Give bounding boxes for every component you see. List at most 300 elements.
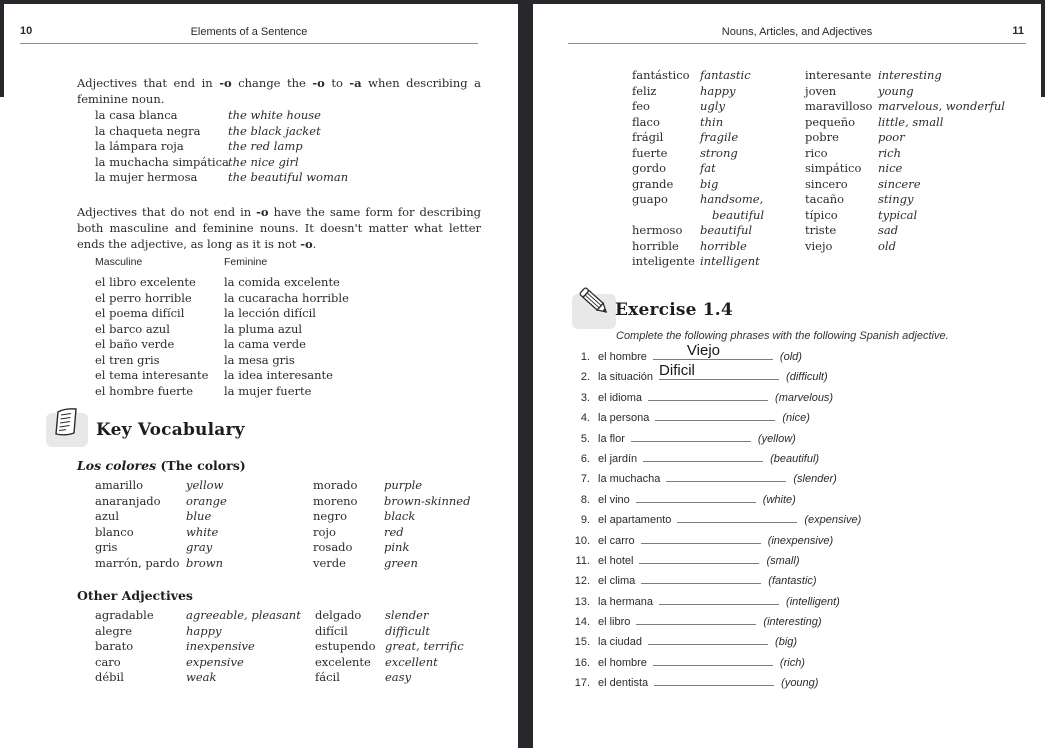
spanish-word: gris xyxy=(95,540,118,554)
item-number: 15. xyxy=(574,636,590,649)
viewer-frame-right xyxy=(1041,0,1045,97)
colors-subheading: Los colores (The colors) xyxy=(77,458,246,473)
item-hint: (expensive) xyxy=(804,514,862,527)
english-word: difficult xyxy=(385,623,431,638)
chapter-title: Elements of a Sentence xyxy=(190,26,308,38)
item-number: 9. xyxy=(580,514,590,527)
english-word: nice xyxy=(878,161,903,175)
exercise-item xyxy=(568,451,1026,471)
answer-blank-field[interactable] xyxy=(653,342,773,360)
english-word: stingy xyxy=(878,192,914,206)
english-word: inexpensive xyxy=(186,639,255,653)
vocab-row xyxy=(313,556,470,572)
spanish-phrase: la lámpara roja xyxy=(95,139,184,153)
running-head xyxy=(20,22,478,44)
feminine-phrase: la cucaracha horrible xyxy=(224,290,349,305)
exercise-item xyxy=(568,675,1026,695)
exercise-item xyxy=(568,573,1026,593)
vocab-row xyxy=(313,494,470,510)
english-translation: the red lamp xyxy=(228,139,303,153)
other-adjectives-subheading: Other Adjectives xyxy=(77,588,193,603)
item-phrase: la persona xyxy=(598,412,650,425)
item-hint: (small) xyxy=(766,554,800,567)
vocab-row xyxy=(95,540,227,556)
exercise-item xyxy=(568,431,1026,451)
english-word: fat xyxy=(700,161,716,175)
vocab-row xyxy=(313,478,470,494)
item-phrase: la ciudad xyxy=(598,636,643,649)
english-word: black xyxy=(384,509,416,523)
gender-table xyxy=(95,275,349,399)
item-hint: (fantastic) xyxy=(768,575,817,588)
gender-table-row xyxy=(95,275,349,291)
feminine-column-header: Feminine xyxy=(224,256,268,268)
item-number: 14. xyxy=(574,616,590,629)
english-word: rich xyxy=(878,145,902,160)
english-word: young xyxy=(878,83,914,98)
spanish-word: rojo xyxy=(313,524,336,539)
feminine-phrase: la pluma azul xyxy=(224,321,303,336)
english-translation: the white house xyxy=(228,108,321,122)
item-number: 2. xyxy=(580,371,590,384)
spanish-word: joven xyxy=(805,83,837,98)
english-word: marvelous, wonderful xyxy=(878,99,1005,113)
example-list xyxy=(95,108,348,186)
spanish-word: fácil xyxy=(315,670,340,684)
item-number: 13. xyxy=(574,595,590,608)
exercise-item xyxy=(568,614,1026,634)
page-right xyxy=(568,20,1026,730)
vocab-row xyxy=(95,608,301,624)
english-word: purple xyxy=(384,478,423,492)
english-word: weak xyxy=(186,670,217,684)
spanish-word: interesante xyxy=(805,68,872,82)
vocab-row xyxy=(315,655,464,671)
spanish-word: tacaño xyxy=(805,192,845,206)
exercise-item xyxy=(568,655,1026,675)
english-word: expensive xyxy=(186,654,244,669)
spanish-word: azul xyxy=(95,509,119,523)
item-number: 17. xyxy=(574,677,590,690)
spanish-word: barato xyxy=(95,639,134,653)
english-word: happy xyxy=(700,83,736,98)
vocab-row xyxy=(315,608,464,624)
spanish-word: amarillo xyxy=(95,478,144,492)
chapter-title: Nouns, Articles, and Adjectives xyxy=(721,26,873,38)
exercise-item xyxy=(568,390,1026,410)
gender-table-row xyxy=(95,384,349,400)
english-word: interesting xyxy=(878,68,942,82)
item-phrase: el idioma xyxy=(598,391,643,404)
spanish-word: inteligente xyxy=(632,254,695,268)
vocab-row xyxy=(805,130,1005,146)
spanish-word: estupendo xyxy=(315,639,376,653)
item-number: 3. xyxy=(580,391,590,404)
english-word: typical xyxy=(878,207,918,222)
spanish-word: agradable xyxy=(95,608,154,622)
exercise-item xyxy=(568,553,1026,573)
vocab-row xyxy=(315,624,464,640)
spanish-word: fuerte xyxy=(632,145,668,160)
vocab-row xyxy=(805,84,1005,100)
gender-table-row xyxy=(95,368,349,384)
adjectives-column-1 xyxy=(632,68,764,270)
example-row xyxy=(95,170,348,186)
exercise-item xyxy=(568,634,1026,654)
vocab-row xyxy=(313,509,470,525)
english-word: green xyxy=(384,555,418,570)
item-phrase: la situación xyxy=(598,371,654,384)
vocab-row xyxy=(805,99,1005,115)
gender-table-row xyxy=(95,322,349,338)
english-word: beautiful xyxy=(700,223,753,237)
example-row xyxy=(95,124,348,140)
english-word: pink xyxy=(384,540,410,554)
answer-blank-field[interactable] xyxy=(643,451,763,462)
spanish-word: feo xyxy=(632,99,650,113)
vocab-row xyxy=(632,254,764,270)
vocab-row xyxy=(632,208,764,224)
spanish-phrase: la muchacha simpática xyxy=(95,154,229,169)
answer-blank-field[interactable] xyxy=(648,634,768,645)
english-word: beautiful xyxy=(712,207,765,222)
vocab-row xyxy=(632,177,764,193)
item-hint: (slender) xyxy=(793,473,837,486)
exercise-item xyxy=(568,410,1026,430)
item-phrase: el hotel xyxy=(598,554,634,567)
vocab-row xyxy=(805,115,1005,131)
vocab-row xyxy=(632,192,764,208)
vocab-row xyxy=(95,525,227,541)
example-row xyxy=(95,155,348,171)
pencil-icon xyxy=(578,281,612,323)
answer-blank-field[interactable] xyxy=(641,533,761,544)
answer-blank-field[interactable] xyxy=(659,362,779,380)
spanish-word: excelente xyxy=(315,654,371,669)
item-number: 11. xyxy=(575,554,590,567)
exercise-item xyxy=(568,492,1026,512)
answer-blank-field[interactable] xyxy=(639,553,759,564)
item-number: 10. xyxy=(574,534,590,547)
vocab-row xyxy=(632,161,764,177)
vocab-row xyxy=(805,68,1005,84)
exercise-item xyxy=(568,512,1026,532)
exercise-item xyxy=(568,362,1026,389)
english-word: sincere xyxy=(878,176,921,191)
english-word: slender xyxy=(385,608,429,622)
spanish-word: morado xyxy=(313,478,358,492)
item-hint: (rich) xyxy=(779,656,805,669)
english-word: handsome, xyxy=(700,192,764,206)
spanish-phrase: la mujer hermosa xyxy=(95,170,198,184)
spanish-word: rico xyxy=(805,145,828,160)
spanish-word: típico xyxy=(805,207,838,222)
vocab-row xyxy=(95,624,301,640)
vocab-row xyxy=(632,130,764,146)
key-vocabulary-icon-box xyxy=(46,413,88,447)
item-hint: (marvelous) xyxy=(775,391,834,404)
spanish-word: simpático xyxy=(805,161,862,175)
answer-blank-field[interactable] xyxy=(677,512,797,523)
item-number: 6. xyxy=(580,452,590,465)
gender-table-row xyxy=(95,306,349,322)
vocab-row xyxy=(632,146,764,162)
vocab-row xyxy=(95,655,301,671)
spanish-phrase: la casa blanca xyxy=(95,108,178,122)
masculine-column-header: Masculine xyxy=(95,256,143,268)
exercise-heading: Exercise 1.4 xyxy=(615,300,733,320)
english-word: fantastic xyxy=(700,68,751,82)
vocab-row xyxy=(632,223,764,239)
page-left xyxy=(20,20,482,730)
spanish-word: feliz xyxy=(632,83,657,98)
vocab-row xyxy=(805,177,1005,193)
item-phrase: el hombre xyxy=(598,656,647,669)
vocab-row xyxy=(95,670,301,686)
vocab-row xyxy=(95,509,227,525)
english-word: intelligent xyxy=(700,254,760,268)
gender-table-header xyxy=(95,256,267,268)
item-hint: (young) xyxy=(781,677,819,690)
item-hint: (inexpensive) xyxy=(767,534,834,547)
item-number: 7. xyxy=(580,473,590,486)
exercise-item-list xyxy=(568,342,1026,696)
english-word: fragile xyxy=(700,130,739,144)
spanish-word: negro xyxy=(313,509,347,523)
spanish-word: moreno xyxy=(313,493,358,508)
item-phrase: el jardín xyxy=(598,452,638,465)
exercise-item xyxy=(568,533,1026,553)
answer-blank-field[interactable] xyxy=(655,410,775,421)
english-word: old xyxy=(878,238,896,253)
spanish-word: alegre xyxy=(95,623,133,638)
spanish-word: anaranjado xyxy=(95,493,161,508)
exercise-item xyxy=(568,342,1026,369)
feminine-phrase: la comida excelente xyxy=(224,275,340,289)
adjectives-column-2 xyxy=(805,68,1005,254)
vocab-row xyxy=(632,99,764,115)
masculine-phrase: el perro horrible xyxy=(95,290,192,305)
running-head xyxy=(568,22,1026,44)
item-hint: (white) xyxy=(762,493,796,506)
masculine-phrase: el baño verde xyxy=(95,337,175,351)
item-number: 12. xyxy=(574,575,590,588)
gender-table-row xyxy=(95,353,349,369)
item-phrase: el dentista xyxy=(598,677,649,690)
item-phrase: el hombre xyxy=(598,351,647,363)
feminine-phrase: la idea interesante xyxy=(224,368,333,382)
rule-paragraph: Adjectives that do not end in -o have the same form for describing both masculine and feminine nouns. It doesn't matter what letter ends the adjective, as long as it is not -o. xyxy=(77,204,481,252)
spanish-word: frágil xyxy=(632,130,664,144)
item-phrase: la flor xyxy=(598,432,625,445)
page-number: 10 xyxy=(20,25,33,37)
english-word: great, terrific xyxy=(385,639,464,653)
answer-blank-field[interactable] xyxy=(636,492,756,503)
answer-blank-field[interactable] xyxy=(641,573,761,584)
answer-blank-field[interactable] xyxy=(648,390,768,401)
english-translation: the beautiful woman xyxy=(228,170,349,184)
vocab-row xyxy=(95,494,227,510)
english-word: blue xyxy=(186,509,212,523)
key-vocabulary-heading: Key Vocabulary xyxy=(96,420,245,440)
spanish-word: débil xyxy=(95,670,124,684)
viewer-frame-left xyxy=(0,0,4,97)
item-phrase: el carro xyxy=(598,534,635,547)
english-word: sad xyxy=(878,223,899,237)
item-number: 1. xyxy=(580,351,590,363)
english-word: gray xyxy=(186,540,213,554)
english-word: big xyxy=(700,176,719,191)
english-word: red xyxy=(384,524,404,539)
item-phrase: el libro xyxy=(598,616,631,629)
exercise-item xyxy=(568,471,1026,491)
vocab-row xyxy=(805,192,1005,208)
vocab-row xyxy=(313,525,470,541)
masculine-phrase: el tema interesante xyxy=(95,368,209,382)
vocab-row xyxy=(632,115,764,131)
spanish-word: rosado xyxy=(313,540,353,554)
spanish-word: gordo xyxy=(632,161,667,175)
spanish-word: hermoso xyxy=(632,223,683,237)
feminine-phrase: la mesa gris xyxy=(224,352,295,367)
spanish-word: flaco xyxy=(632,114,660,129)
vocab-row xyxy=(315,639,464,655)
vocab-row xyxy=(805,146,1005,162)
gender-table-row xyxy=(95,337,349,353)
item-number: 16. xyxy=(574,656,590,669)
masculine-phrase: el barco azul xyxy=(95,321,170,336)
vocab-row xyxy=(805,239,1005,255)
masculine-phrase: el tren gris xyxy=(95,352,160,367)
spanish-word: marrón, pardo xyxy=(95,555,180,570)
item-hint: (old) xyxy=(779,351,802,363)
item-hint: (difficult) xyxy=(786,371,828,384)
masculine-phrase: el libro excelente xyxy=(95,275,196,289)
english-word: poor xyxy=(878,130,905,144)
feminine-phrase: la lección difícil xyxy=(224,306,316,320)
spanish-word: pequeño xyxy=(805,114,856,129)
english-word: thin xyxy=(700,114,724,129)
item-hint: (yellow) xyxy=(757,432,796,445)
spanish-word: delgado xyxy=(315,608,362,622)
exercise-item xyxy=(568,594,1026,614)
spanish-word: maravilloso xyxy=(805,99,873,113)
spanish-word: verde xyxy=(313,555,346,570)
intro-paragraph: Adjectives that end in -o change the -o to -a when describing a feminine noun. xyxy=(77,75,482,106)
masculine-phrase: el poema difícil xyxy=(95,306,185,320)
item-number: 8. xyxy=(580,493,590,506)
masculine-phrase: el hombre fuerte xyxy=(95,383,194,398)
answer-blank-field[interactable] xyxy=(654,675,774,686)
vocab-row xyxy=(632,239,764,255)
english-word: little, small xyxy=(878,114,944,129)
page-gutter xyxy=(518,0,533,748)
spanish-word: grande xyxy=(632,176,674,191)
english-word: strong xyxy=(700,145,738,160)
item-phrase: la hermana xyxy=(598,595,654,608)
colors-list-column-2 xyxy=(313,478,470,571)
spanish-phrase: la chaqueta negra xyxy=(95,123,201,138)
spanish-word: pobre xyxy=(805,130,839,144)
english-word: happy xyxy=(186,623,222,638)
english-word: agreeable, pleasant xyxy=(186,608,301,622)
english-word: horrible xyxy=(700,238,747,253)
spanish-word: caro xyxy=(95,654,121,669)
spanish-word: fantástico xyxy=(632,68,690,82)
english-word: easy xyxy=(385,670,412,684)
vocab-row xyxy=(95,556,227,572)
vocab-row xyxy=(95,478,227,494)
vocab-row xyxy=(95,639,301,655)
other-adjectives-column-2 xyxy=(315,608,464,686)
spanish-word: guapo xyxy=(632,192,668,206)
english-word: excellent xyxy=(385,654,438,669)
answer-blank-field[interactable] xyxy=(631,431,751,442)
item-hint: (big) xyxy=(775,636,798,649)
item-hint: (interesting) xyxy=(763,616,822,629)
vocab-row xyxy=(315,670,464,686)
vocab-row xyxy=(632,68,764,84)
english-word: brown-skinned xyxy=(384,493,471,508)
answer-blank-field[interactable] xyxy=(666,471,786,482)
spanish-word: difícil xyxy=(315,623,348,638)
gender-table-row xyxy=(95,291,349,307)
english-translation: the black jacket xyxy=(228,123,321,138)
typed-answer-text: Dificil xyxy=(659,362,695,380)
vocab-row xyxy=(632,84,764,100)
item-phrase: el vino xyxy=(598,493,630,506)
english-word: brown xyxy=(186,555,224,570)
english-word: yellow xyxy=(186,478,224,492)
other-adjectives-column-1 xyxy=(95,608,301,686)
feminine-phrase: la mujer fuerte xyxy=(224,383,312,398)
item-phrase: el clima xyxy=(598,575,636,588)
item-number: 4. xyxy=(580,412,590,425)
spanish-word: horrible xyxy=(632,238,679,253)
example-row xyxy=(95,139,348,155)
vocab-row xyxy=(805,223,1005,239)
item-hint: (nice) xyxy=(782,412,810,425)
spanish-word: blanco xyxy=(95,524,134,539)
exercise-instruction: Complete the following phrases with the following Spanish adjective. xyxy=(616,330,949,342)
colors-list-column-1 xyxy=(95,478,227,571)
english-word: white xyxy=(186,524,219,539)
exercise-icon-box xyxy=(572,294,616,329)
answer-blank-field[interactable] xyxy=(636,614,756,625)
item-phrase: el apartamento xyxy=(598,514,672,527)
item-number: 5. xyxy=(580,432,590,445)
spanish-word: sincero xyxy=(805,176,848,191)
english-word: ugly xyxy=(700,99,725,113)
answer-blank-field[interactable] xyxy=(653,655,773,666)
english-word: orange xyxy=(186,493,227,508)
spanish-word: triste xyxy=(805,223,837,237)
item-phrase: la muchacha xyxy=(598,473,661,486)
vocab-row xyxy=(805,161,1005,177)
vocab-row xyxy=(313,540,470,556)
spanish-word: viejo xyxy=(805,238,833,253)
example-row xyxy=(95,108,348,124)
feminine-phrase: la cama verde xyxy=(224,337,306,351)
typed-answer-text: Viejo xyxy=(686,342,721,359)
item-hint: (beautiful) xyxy=(770,452,820,465)
english-translation: the nice girl xyxy=(228,154,299,169)
vocab-row xyxy=(805,208,1005,224)
note-page-icon xyxy=(51,404,83,440)
page-number: 11 xyxy=(1012,25,1024,37)
item-hint: (intelligent) xyxy=(786,595,840,608)
answer-blank-field[interactable] xyxy=(659,594,779,605)
